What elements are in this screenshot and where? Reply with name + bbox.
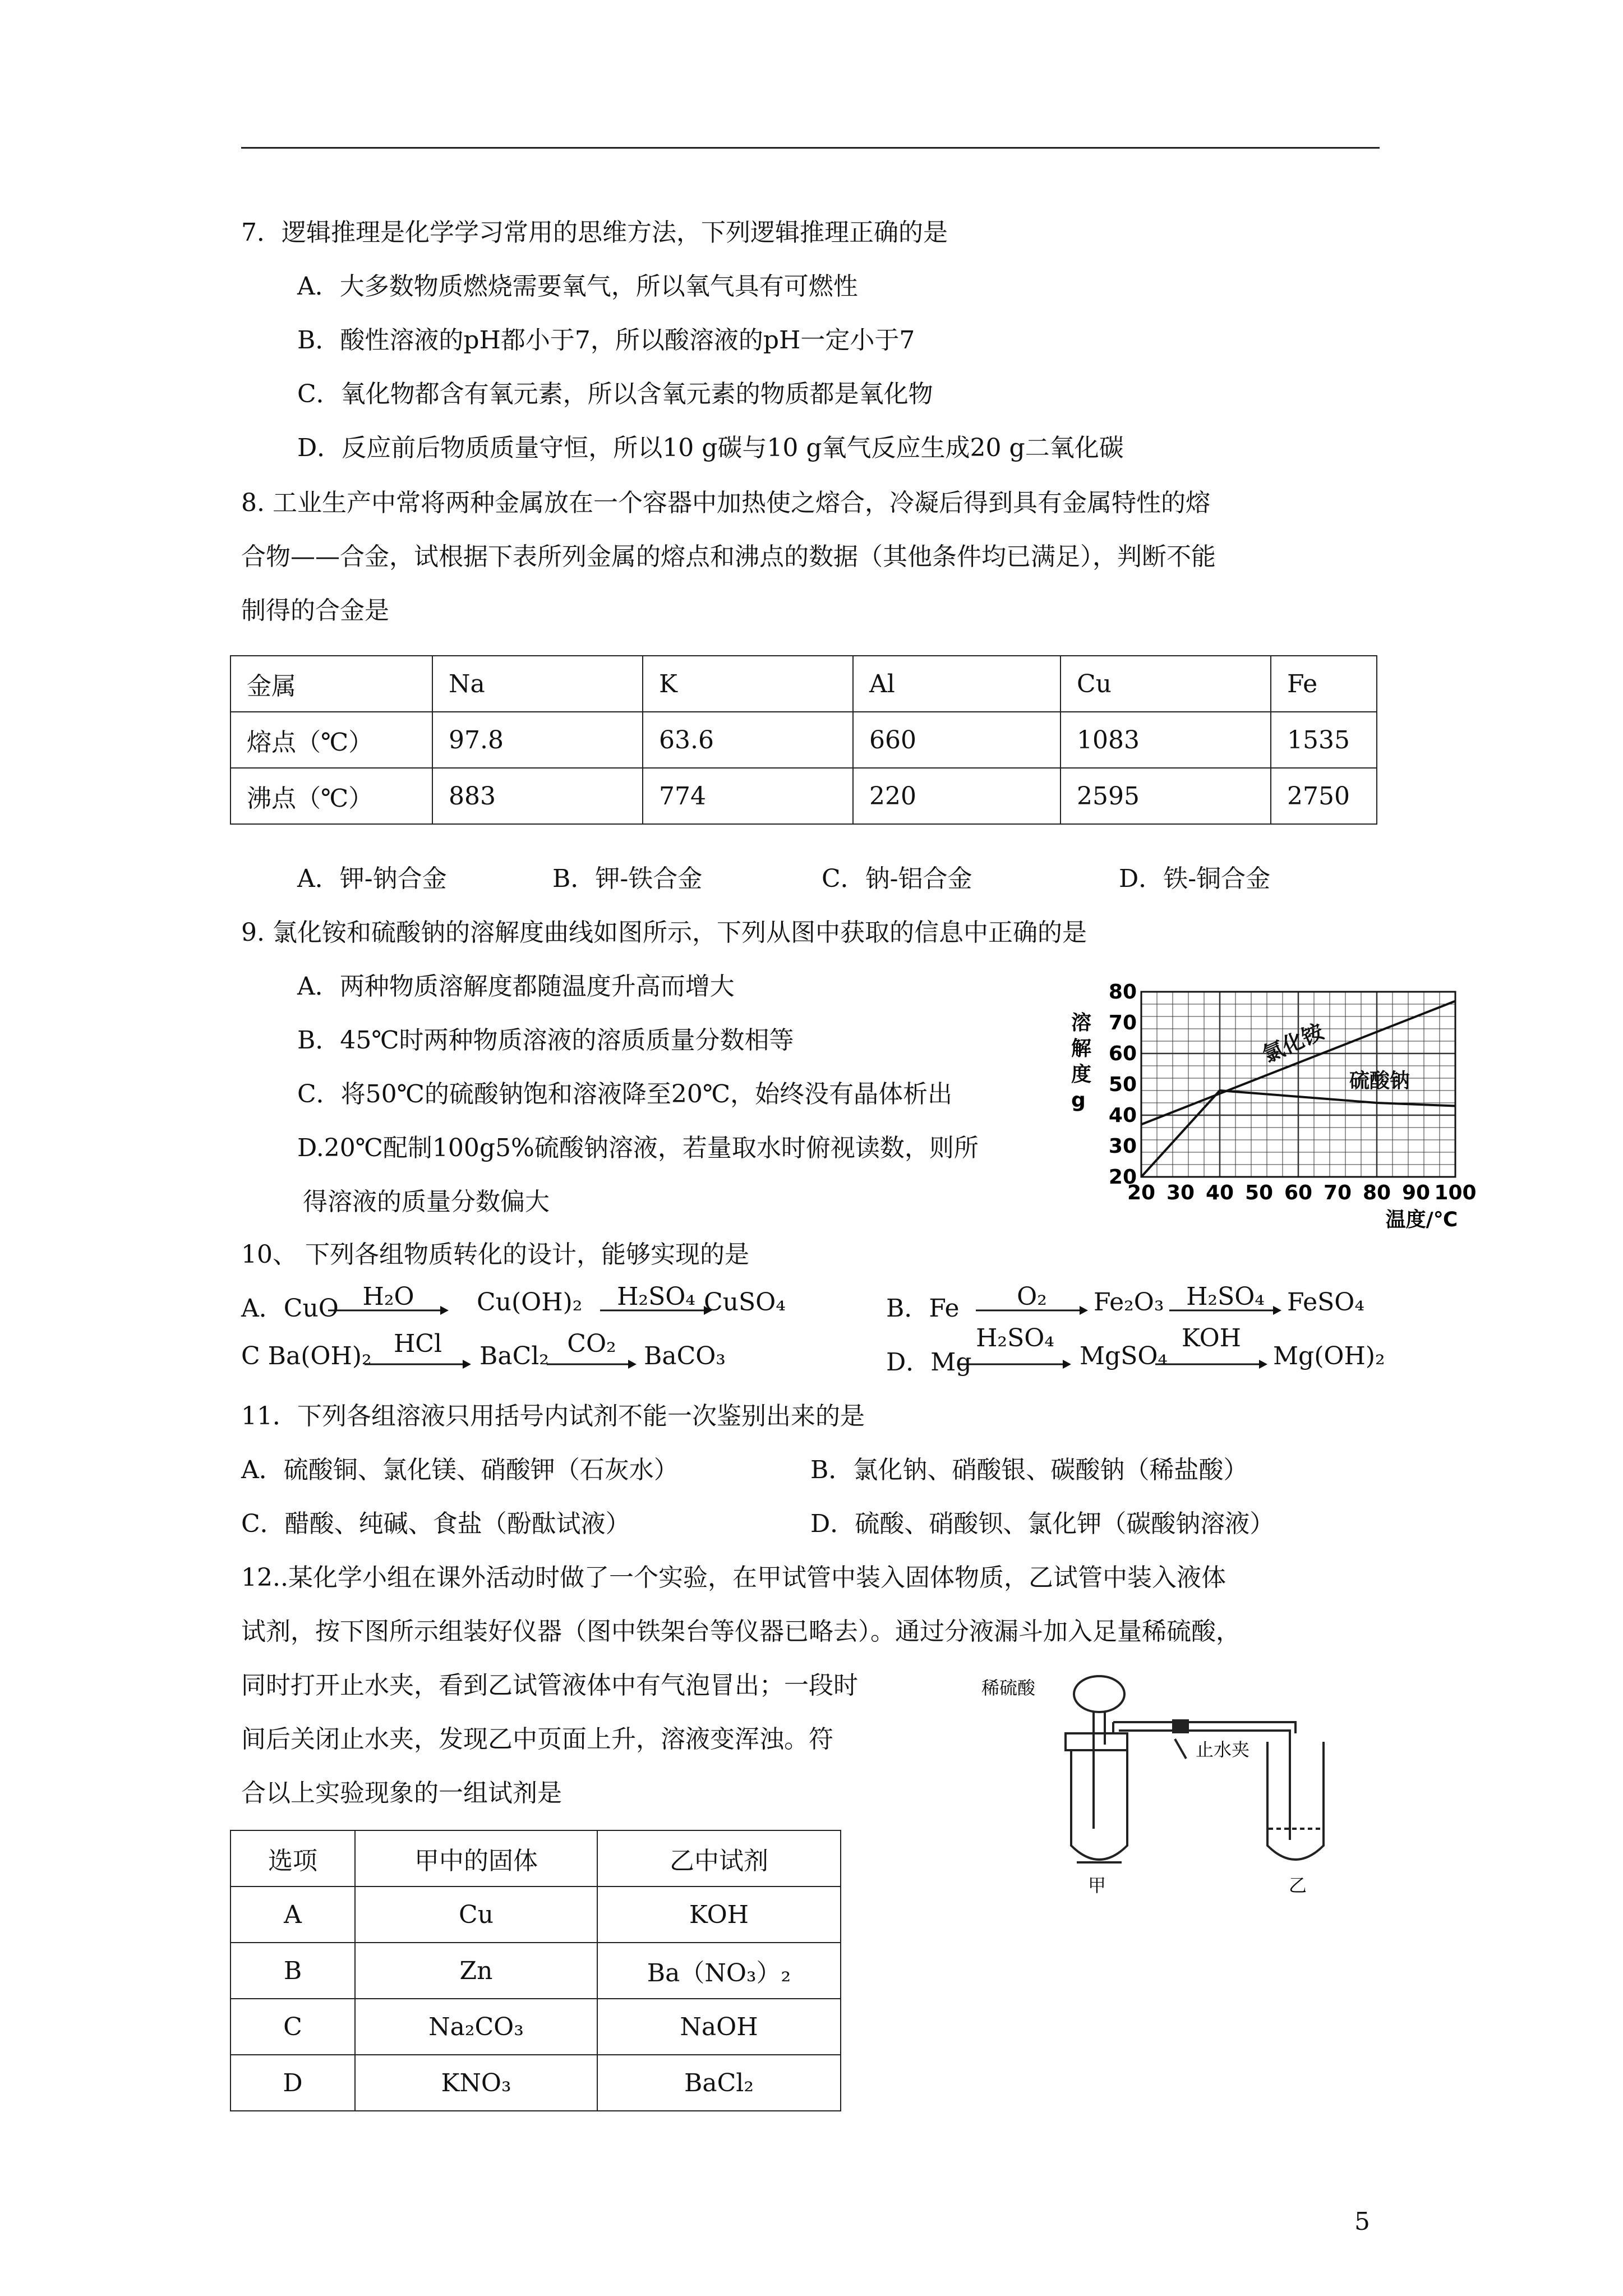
table-header-row: [230, 656, 1377, 712]
table-cell: 沸点（℃）: [230, 768, 432, 824]
q10-stem: 10、 下列各组物质转化的设计，能够实现的是: [241, 1240, 749, 1269]
header-rule: [241, 147, 1380, 149]
q12-line-1: 12..某化学小组在课外活动时做了一个实验，在甲试管中装入固体物质，乙试管中装入液体: [241, 1563, 1226, 1592]
x-tick-label: 70: [1323, 1181, 1352, 1204]
stopper: [1066, 1733, 1127, 1750]
x-tick-label: 30: [1166, 1181, 1195, 1204]
q9-option-b: B．45℃时两种物质溶液的溶质质量分数相等: [297, 1026, 794, 1055]
q10-d-end: Mg(OH)₂: [1273, 1342, 1385, 1370]
q10-a-start: A．CuO: [241, 1294, 339, 1323]
table-row: [230, 1887, 841, 1943]
q10-c-middle: BaCl₂: [479, 1342, 549, 1370]
q8-line-1: 8. 工业生产中常将两种金属放在一个容器中加热使之熔合，冷凝后得到具有金属特性的熔: [241, 489, 1210, 517]
tube-yi-label: 乙: [1289, 1875, 1307, 1896]
q7-option-c: C．氧化物都含有氧元素，所以含氧元素的物质都是氧化物: [297, 380, 933, 408]
table-cell: 660: [853, 712, 1061, 768]
y-tick-label: 60: [1108, 1042, 1137, 1065]
q10-a-arrow-1: [328, 1282, 449, 1322]
series-label: 氯化铵: [1258, 1019, 1327, 1068]
table-cell: BaCl₂: [597, 2055, 841, 2111]
q8-option-d: D．铁-铜合金: [1119, 864, 1271, 893]
tube-jia-label: 甲: [1088, 1875, 1106, 1896]
table-cell: A: [230, 1887, 355, 1943]
q7-option-d: D．反应前后物质质量守恒，所以10 g碳与10 g氧气反应生成20 g二氧化碳: [297, 434, 1124, 462]
table-cell: NaOH: [597, 1999, 841, 2055]
arrow-reagent-label: O₂: [1017, 1282, 1047, 1311]
test-tube-jia: [1071, 1750, 1127, 1860]
q10-b-end: FeSO₄: [1287, 1288, 1365, 1317]
q10-b-start: B．Fe: [886, 1294, 960, 1323]
reagents-table: [230, 1830, 841, 2111]
table-row: [230, 1999, 841, 2055]
q7-stem: 7．逻辑推理是化学学习常用的思维方法，下列逻辑推理正确的是: [241, 218, 948, 247]
q12-line-3: 同时打开止水夹，看到乙试管液体中有气泡冒出；一段时: [241, 1671, 858, 1700]
y-tick-label: 20: [1108, 1166, 1137, 1189]
clamp-label: 止水夹: [1196, 1739, 1250, 1760]
table-cell: Cu: [1061, 656, 1271, 712]
table-cell: 1535: [1271, 712, 1377, 768]
table-row: [230, 768, 1377, 824]
table-cell: 2595: [1061, 768, 1271, 824]
test-tube-yi: [1267, 1742, 1324, 1860]
x-tick-label: 40: [1205, 1181, 1234, 1204]
table-cell: 金属: [230, 656, 432, 712]
clamp-icon: [1172, 1719, 1189, 1733]
y-tick-label: 70: [1108, 1011, 1137, 1034]
q10-a-arrow-2: [600, 1282, 712, 1322]
x-tick-label: 60: [1284, 1181, 1313, 1204]
q10-d-middle: MgSO₄: [1080, 1342, 1168, 1370]
q9-option-d-line-2: 得溶液的质量分数偏大: [303, 1188, 550, 1216]
table-row: [230, 2055, 841, 2111]
q10-a-end: CuSO₄: [704, 1288, 786, 1317]
x-tick-label: 100: [1434, 1181, 1477, 1204]
q10-b-middle: Fe₂O₃: [1094, 1288, 1164, 1317]
q7-option-b: B．酸性溶液的pH都小于7，所以酸溶液的pH一定小于7: [297, 326, 915, 355]
table-cell: Ba（NO₃）₂: [597, 1943, 841, 1999]
q11-option-c: C．醋酸、纯碱、食盐（酚酞试液）: [241, 1510, 630, 1538]
q12-line-2: 试剂，按下图所示组装好仪器（图中铁架台等仪器已略去）。通过分液漏斗加入足量稀硫酸，: [241, 1617, 1241, 1646]
table-cell: KOH: [597, 1887, 841, 1943]
table-cell: Al: [853, 656, 1061, 712]
table-cell: Na: [432, 656, 643, 712]
table-cell: B: [230, 1943, 355, 1999]
y-tick-label: 80: [1108, 981, 1137, 1004]
q8-option-a: A．钾-钠合金: [297, 864, 447, 893]
table-cell: Zn: [355, 1943, 597, 1999]
table-cell: Fe: [1271, 656, 1377, 712]
table-cell: KNO₃: [355, 2055, 597, 2111]
arrow-reagent-label: H₂O: [362, 1282, 414, 1311]
q10-c-start: C Ba(OH)₂: [241, 1342, 372, 1370]
q7-option-a: A．大多数物质燃烧需要氧气，所以氧气具有可燃性: [297, 272, 858, 301]
table-cell: 883: [432, 768, 643, 824]
table-cell: 选项: [230, 1830, 355, 1887]
table-header-row: [230, 1830, 841, 1887]
table-cell: 甲中的固体: [355, 1830, 597, 1887]
arrow-reagent-label: KOH: [1181, 1324, 1242, 1352]
q8-option-c: C．钠-铝合金: [822, 864, 972, 893]
table-cell: 774: [643, 768, 853, 824]
y-tick-label: 50: [1108, 1073, 1137, 1096]
table-cell: 63.6: [643, 712, 853, 768]
x-tick-label: 80: [1362, 1181, 1391, 1204]
clamp-handle: [1175, 1739, 1186, 1759]
q11-option-b: B．氯化钠、硝酸银、碳酸钠（稀盐酸）: [810, 1456, 1248, 1484]
q11-stem: 11．下列各组溶液只用括号内试剂不能一次鉴别出来的是: [241, 1402, 865, 1430]
q9-option-c: C．将50℃的硫酸钠饱和溶液降至20℃，始终没有晶体析出: [297, 1080, 953, 1108]
table-cell: 熔点（℃）: [230, 712, 432, 768]
q9-option-a: A．两种物质溶解度都随温度升高而增大: [297, 972, 735, 1001]
q8-line-2: 合物——合金，试根据下表所列金属的熔点和沸点的数据（其他条件均已满足），判断不能: [241, 542, 1216, 571]
q10-c-arrow-2: [547, 1329, 637, 1374]
q12-line-5: 合以上实验现象的一组试剂是: [241, 1779, 562, 1807]
q10-d-arrow-1: [959, 1324, 1071, 1374]
q10-d-start: D．Mg: [886, 1348, 972, 1377]
q10-d-arrow-2: [1155, 1324, 1267, 1374]
q8-line-3: 制得的合金是: [241, 596, 389, 625]
separatory-funnel-icon: [1074, 1676, 1124, 1712]
table-cell: D: [230, 2055, 355, 2111]
q9-option-d-line-1: D.20℃配制100g5%硫酸钠溶液，若量取水时俯视读数，则所: [297, 1134, 979, 1162]
x-tick-label: 90: [1401, 1181, 1431, 1204]
table-cell: 97.8: [432, 712, 643, 768]
solubility-chart: [1054, 976, 1481, 1234]
q10-c-arrow-1: [365, 1329, 471, 1374]
apparatus-diagram: [981, 1660, 1329, 1896]
arrow-reagent-label: H₂SO₄: [617, 1282, 695, 1311]
table-cell: 1083: [1061, 712, 1271, 768]
x-axis-label: 温度/℃: [1385, 1208, 1458, 1231]
q10-c-end: BaCO₃: [644, 1342, 726, 1370]
table-cell: Cu: [355, 1887, 597, 1943]
table-row: [230, 712, 1377, 768]
y-tick-label: 40: [1108, 1104, 1137, 1127]
x-tick-label: 50: [1244, 1181, 1274, 1204]
metals-table: [230, 655, 1377, 825]
arrow-reagent-label: HCl: [393, 1329, 442, 1358]
y-axis-label: 溶解度 g: [1071, 1011, 1092, 1112]
q12-line-4: 间后关闭止水夹，发现乙中页面上升，溶液变浑浊。符: [241, 1725, 833, 1754]
table-cell: K: [643, 656, 853, 712]
q9-stem: 9. 氯化铵和硫酸钠的溶解度曲线如图所示，下列从图中获取的信息中正确的是: [241, 918, 1087, 947]
table-row: [230, 1943, 841, 1999]
q10-b-arrow-2: [1169, 1282, 1281, 1322]
table-cell: 乙中试剂: [597, 1830, 841, 1887]
q11-option-a: A．硫酸铜、氯化镁、硝酸钾（石灰水）: [241, 1456, 679, 1484]
x-tick-label: 20: [1127, 1181, 1156, 1204]
table-cell: C: [230, 1999, 355, 2055]
arrow-reagent-label: CO₂: [567, 1329, 616, 1358]
q8-option-b: B．钾-铁合金: [552, 864, 703, 893]
arrow-reagent-label: H₂SO₄: [976, 1324, 1054, 1352]
q10-a-middle: Cu(OH)₂: [477, 1288, 583, 1317]
page-number: 5: [1354, 2207, 1370, 2236]
arrow-reagent-label: H₂SO₄: [1186, 1282, 1265, 1311]
y-tick-label: 30: [1108, 1135, 1137, 1158]
table-cell: 220: [853, 768, 1061, 824]
funnel-label: 稀硫酸: [981, 1677, 1036, 1699]
table-cell: Na₂CO₃: [355, 1999, 597, 2055]
series-label: 硫酸钠: [1349, 1069, 1410, 1093]
table-cell: 2750: [1271, 768, 1377, 824]
q11-option-d: D．硫酸、硝酸钡、氯化钾（碳酸钠溶液）: [810, 1510, 1275, 1538]
q10-b-arrow-1: [976, 1282, 1088, 1322]
